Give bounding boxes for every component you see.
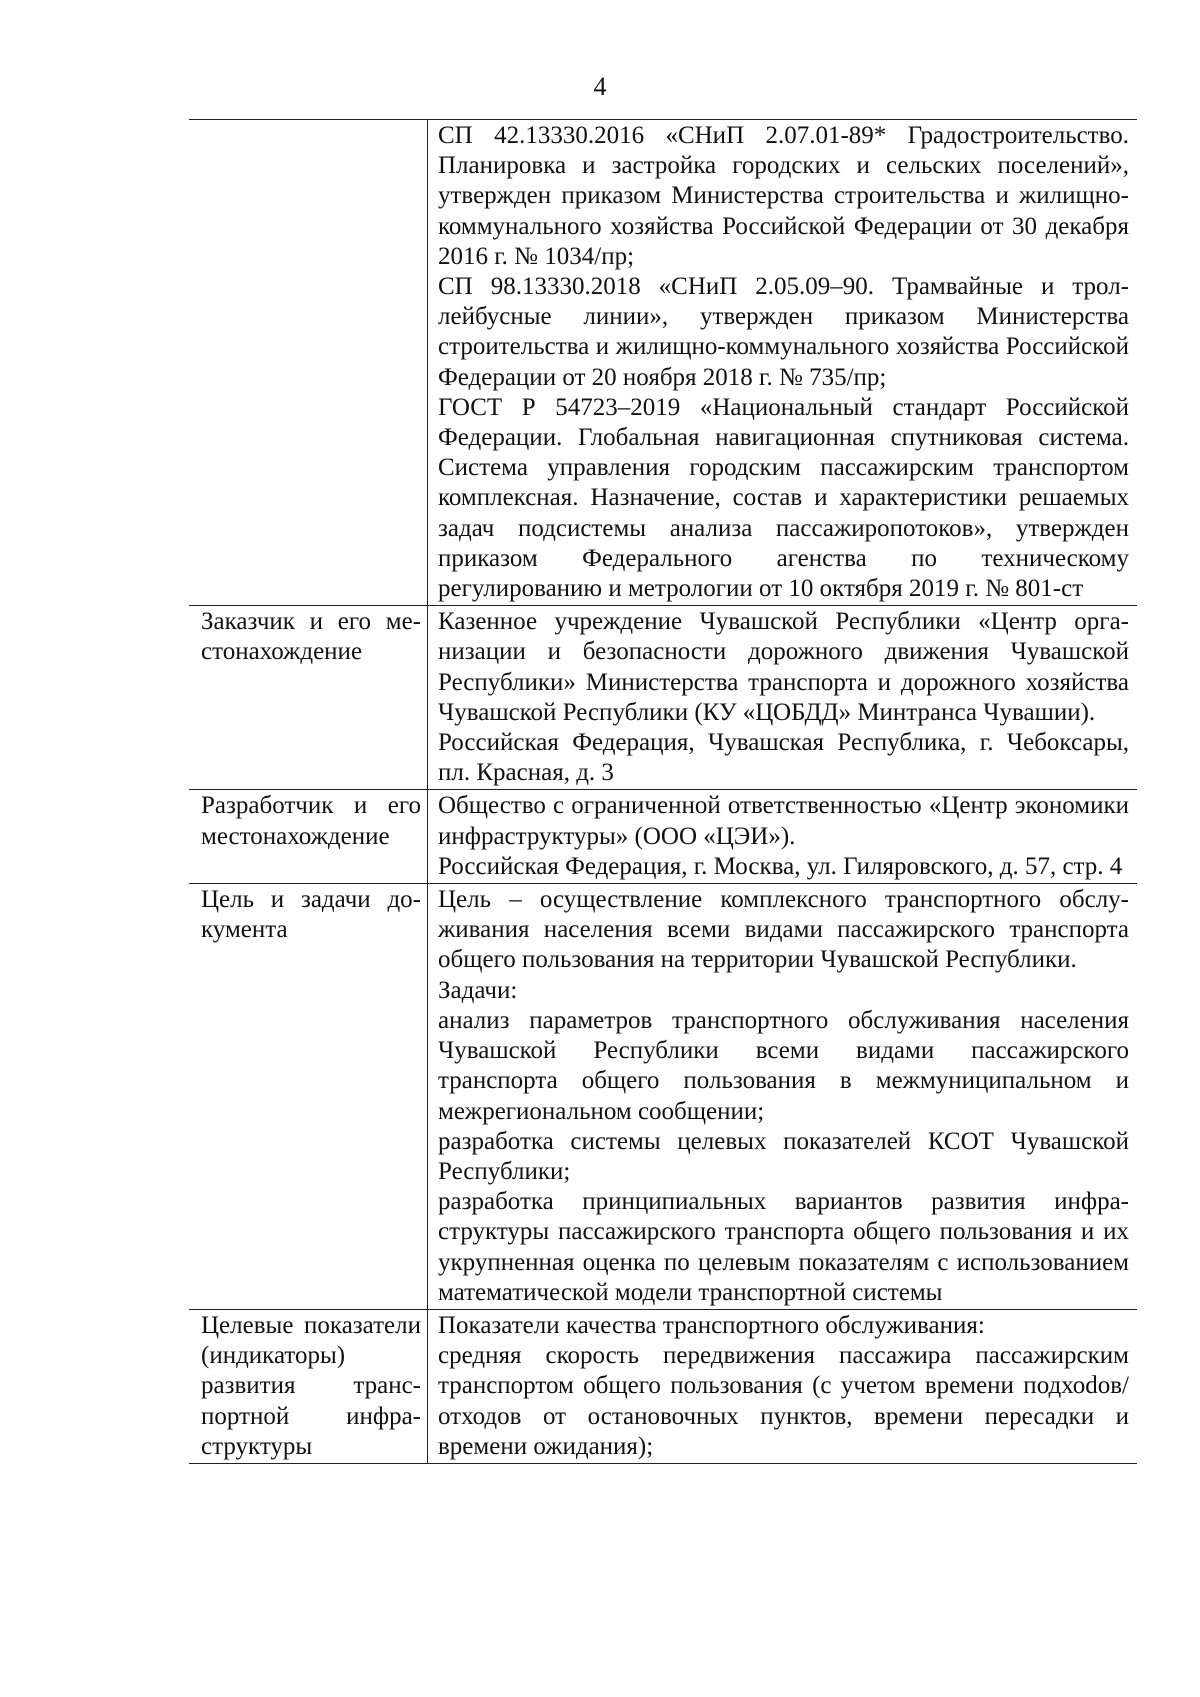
paragraph: Казенное учреждение Чувашской Республики «Центр организации и безопасности дорожного движения Чувашской Республики» Министерства транспорта и дорожного хозяйства Чувашской Республики (КУ «ЦОБДД» Минтранса Чувашии). bbox=[438, 608, 1129, 726]
row-content bbox=[428, 120, 1138, 606]
row-content bbox=[428, 1309, 1138, 1463]
paragraph: разработка системы целевых показателей КСОТ Чувашской Республики; bbox=[438, 1127, 1129, 1185]
paragraph: Российская Федерация, г. Москва, ул. Гиляровского, д. 57, стр. 4 bbox=[438, 852, 1123, 880]
table-row bbox=[189, 606, 1137, 790]
paragraph: Цель – осуществление комплексного транспортного обслуживания населения всеми видами пассажирского транспорта общего пользования на территории Чувашской Республики. bbox=[438, 886, 1129, 974]
row-label: Заказчик и его местонахождение bbox=[189, 606, 428, 790]
table-row bbox=[189, 790, 1137, 884]
row-label: Цель и задачи документа bbox=[189, 884, 428, 1310]
page-number: 4 bbox=[593, 72, 607, 101]
row-label: Разработчик и его местонахождение bbox=[189, 790, 428, 884]
row-content bbox=[428, 790, 1138, 884]
paragraph: СП 42.13330.2016 «СНиП 2.07.01-89* Градостроительство. Планировка и застройка городских и сельских поселений», утвержден приказом Министерства строительства и жилищно-коммунального хозяйства Российской Федерации от 30 декабря 2016 г. № 1034/пр; bbox=[438, 122, 1129, 270]
paragraph: СП 98.13330.2018 «СНиП 2.05.09–90. Трамвайные и троллейбусные линии», утвержден приказом Министерства строительства и жилищно-коммунального хозяйства Российской Федерации от 20 ноября 2018 г. № 735/пр; bbox=[438, 273, 1129, 391]
row-label: Целевые показатели (индикаторы) развития транспортной инфраструктуры bbox=[189, 1309, 428, 1463]
paragraph: Российская Федерация, Чувашская Республика, г. Чебоксары, пл. Красная, д. 3 bbox=[438, 729, 1129, 787]
row-label bbox=[189, 120, 428, 606]
paragraph: Общество с ограниченной ответственностью «Центр экономики инфраструктуры» (ООО «ЦЭИ»). bbox=[438, 792, 1129, 850]
row-content bbox=[428, 884, 1138, 1310]
paragraph: ГОСТ Р 54723–2019 «Национальный стандарт Российской Федерации. Глобальная навигационная спутниковая система. Система управления городским пассажирским транспортом комплексная. Назначение, состав и характеристики решаемых задач подсистемы анализа пассажиропотоков», утвержден приказом Федерального агенства по техническому регулированию и метрологии от 10 октября 2019 г. № 801-ст bbox=[438, 393, 1129, 603]
table-row bbox=[189, 1309, 1137, 1463]
passport-table bbox=[189, 119, 1137, 1464]
table-row bbox=[189, 884, 1137, 1310]
paragraph: разработка принципиальных вариантов развития инфраструктуры пассажирского транспорта общего пользования и их укрупненная оценка по целевым показателям с использованием математической модели транспортной системы bbox=[438, 1188, 1129, 1306]
table-row bbox=[189, 120, 1137, 606]
paragraph: Показатели качества транспортного обслуживания: bbox=[438, 1311, 985, 1339]
paragraph: Задачи: bbox=[438, 976, 518, 1004]
row-content bbox=[428, 606, 1138, 790]
paragraph: анализ параметров транспортного обслуживания населения Чувашской Республики всеми видами пассажирского транспорта общего пользования в межмуниципальном и межрегиональном сообщении; bbox=[438, 1006, 1129, 1125]
paragraph: средняя скорость передвижения пассажира пассажирским транспортом общего пользования (с учетом времени подхоdов/отходов от остановочных пунктов, времени пересадки и времени ожидания); bbox=[438, 1342, 1129, 1460]
